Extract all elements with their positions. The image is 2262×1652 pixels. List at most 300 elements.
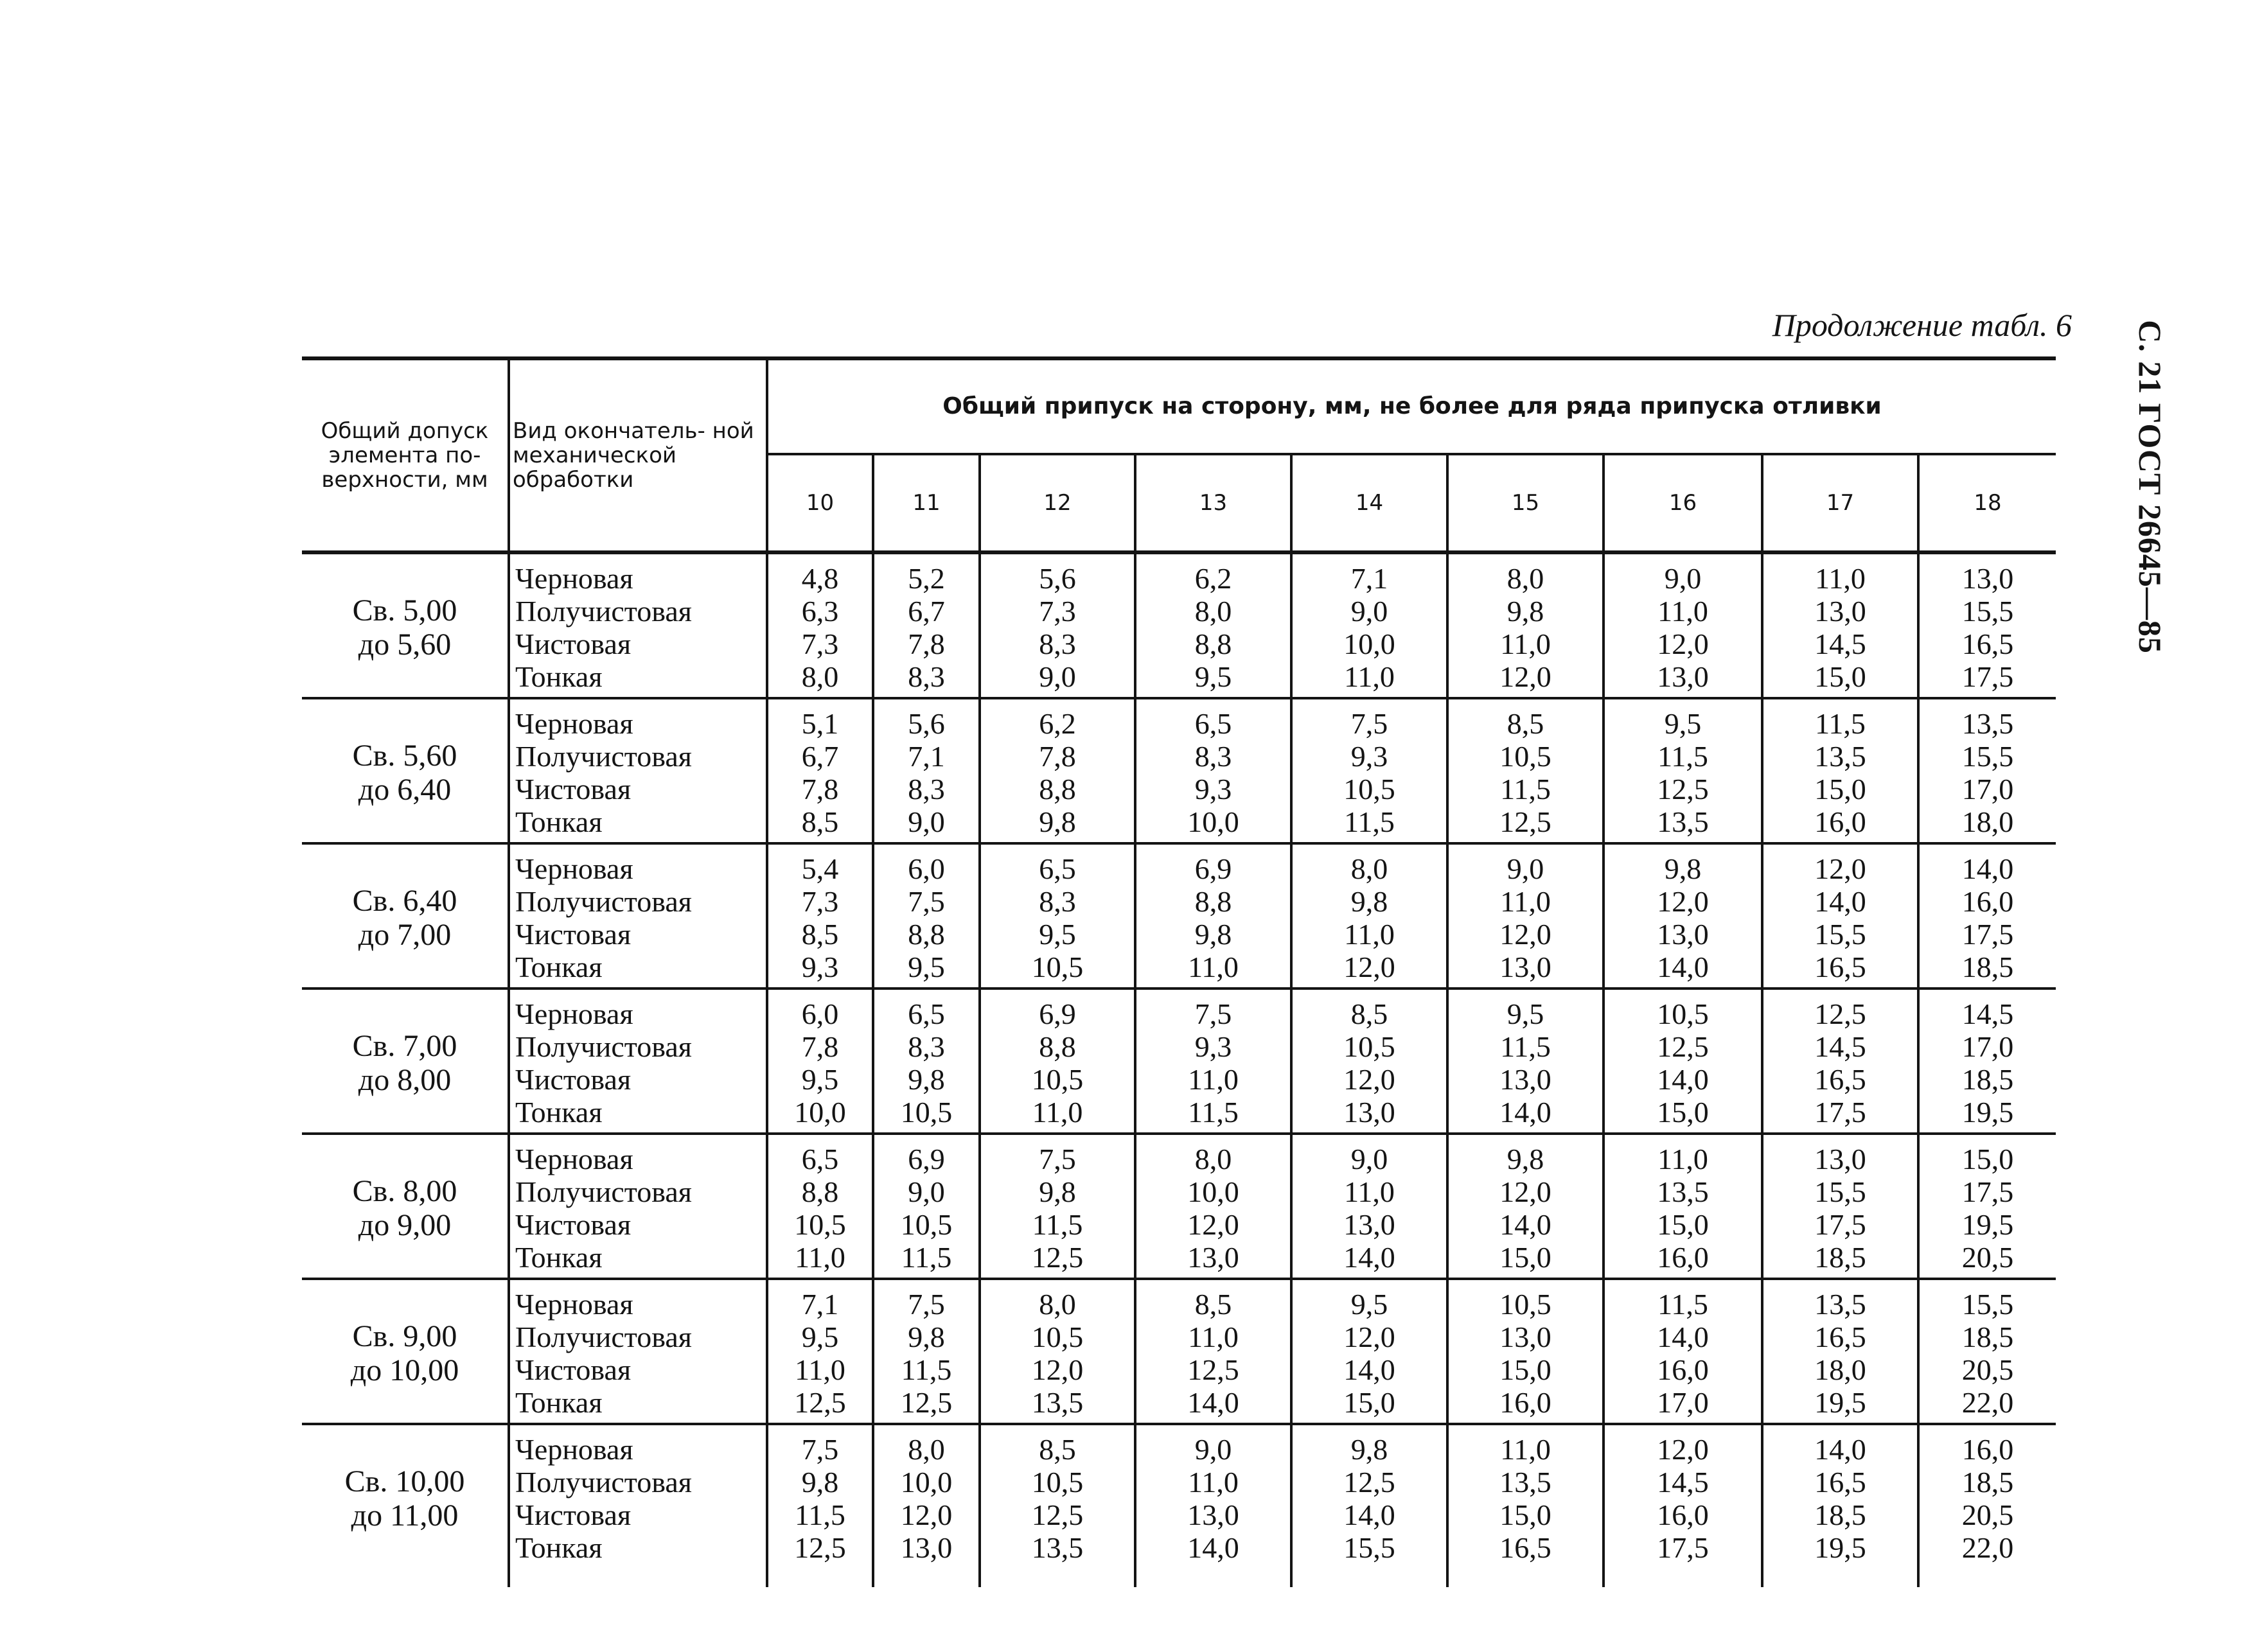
allowance-cell-series-15 <box>1447 1279 1604 1424</box>
header-allowance: Общий припуск на сторону, мм, не более для ряда припуска отливки <box>767 358 2056 454</box>
allowance-value: 12,0 <box>1499 1175 1551 1208</box>
allowance-value: 16,5 <box>1814 1466 1866 1498</box>
table-continuation-caption: Продолжение табл. 6 <box>1772 307 2072 343</box>
allowance-value: 9,3 <box>1194 1030 1232 1063</box>
allowance-value: 6,0 <box>801 997 839 1030</box>
allowance-cell-series-13 <box>1135 989 1291 1134</box>
allowance-cell-series-16 <box>1604 1424 1762 1587</box>
allowance-value: 4,8 <box>801 562 839 595</box>
allowance-value: 12,0 <box>1343 1321 1395 1353</box>
allowance-value: 12,5 <box>1187 1353 1239 1386</box>
allowance-value: 13,5 <box>1031 1531 1084 1564</box>
table-row <box>302 843 2056 989</box>
allowance-cell-series-17 <box>1762 843 1918 989</box>
allowance-value: 9,8 <box>908 1321 945 1353</box>
allowance-value: 14,0 <box>1343 1353 1395 1386</box>
allowance-value: 7,1 <box>1350 562 1388 595</box>
allowance-value: 8,5 <box>1194 1288 1232 1321</box>
machining-type-label: Тонкая <box>515 1531 603 1564</box>
allowance-value: 20,5 <box>1961 1353 2014 1386</box>
allowance-cell-series-16 <box>1604 552 1762 698</box>
allowance-value: 8,5 <box>1507 707 1544 740</box>
allowance-value: 14,0 <box>1343 1498 1395 1531</box>
allowance-value: 6,5 <box>1039 852 1076 885</box>
allowance-value: 11,5 <box>901 1241 952 1274</box>
machining-type-label: Чистовая <box>515 1353 632 1386</box>
allowance-value: 8,8 <box>801 1175 839 1208</box>
allowance-value: 12,5 <box>1814 997 1866 1030</box>
allowance-value: 12,0 <box>1657 1433 1709 1466</box>
allowance-value: 13,0 <box>1343 1096 1395 1129</box>
allowance-table <box>302 356 2056 1587</box>
allowance-cell-series-11 <box>873 843 980 989</box>
machining-type-cell <box>509 1424 767 1587</box>
allowance-value: 8,0 <box>1194 1143 1232 1175</box>
allowance-value: 17,5 <box>1961 1175 2014 1208</box>
machining-type-label: Получистовая <box>515 885 692 918</box>
allowance-value: 8,5 <box>801 918 839 951</box>
allowance-value: 9,0 <box>1507 852 1544 885</box>
allowance-cell-series-12 <box>980 1424 1135 1587</box>
tolerance-line: Св. 9,00 <box>352 1319 457 1353</box>
allowance-cell-series-16 <box>1604 1134 1762 1279</box>
allowance-value: 17,5 <box>1814 1208 1866 1241</box>
allowance-value: 16,0 <box>1499 1386 1551 1419</box>
allowance-value: 17,5 <box>1657 1531 1709 1564</box>
allowance-value: 10,0 <box>1187 1175 1239 1208</box>
allowance-value: 9,8 <box>1350 1433 1388 1466</box>
allowance-value: 6,2 <box>1039 707 1076 740</box>
allowance-value: 12,0 <box>1657 628 1709 660</box>
allowance-cell-series-10 <box>767 1424 873 1587</box>
allowance-value: 17,0 <box>1961 773 2014 805</box>
allowance-value: 7,5 <box>801 1433 839 1466</box>
allowance-cell-series-10 <box>767 989 873 1134</box>
machining-type-label: Черновая <box>515 1433 633 1466</box>
allowance-value: 14,0 <box>1657 951 1709 983</box>
allowance-value: 15,5 <box>1961 595 2014 628</box>
allowance-value: 9,8 <box>1039 805 1076 838</box>
allowance-value: 5,6 <box>1039 562 1076 595</box>
allowance-cell-series-18 <box>1918 552 2056 698</box>
allowance-value: 8,8 <box>1039 773 1076 805</box>
allowance-cell-series-18 <box>1918 1279 2056 1424</box>
allowance-value: 17,5 <box>1814 1096 1866 1129</box>
allowance-value: 16,0 <box>1657 1241 1709 1274</box>
allowance-cell-series-13 <box>1135 698 1291 843</box>
allowance-value: 9,3 <box>1350 740 1388 773</box>
allowance-cell-series-17 <box>1762 989 1918 1134</box>
allowance-value: 9,0 <box>1350 1143 1388 1175</box>
allowance-value: 7,1 <box>908 740 945 773</box>
allowance-value: 12,0 <box>1343 951 1395 983</box>
allowance-value: 12,0 <box>1657 885 1709 918</box>
allowance-value: 14,0 <box>1814 885 1866 918</box>
allowance-value: 7,8 <box>908 628 945 660</box>
allowance-value: 11,0 <box>1815 562 1866 595</box>
allowance-cell-series-11 <box>873 1134 980 1279</box>
allowance-value: 9,3 <box>1194 773 1232 805</box>
allowance-cell-series-15 <box>1447 843 1604 989</box>
allowance-value: 9,0 <box>1194 1433 1232 1466</box>
allowance-value: 10,0 <box>900 1466 953 1498</box>
allowance-value: 8,8 <box>1039 1030 1076 1063</box>
allowance-value: 5,1 <box>801 707 839 740</box>
machining-type-label: Получистовая <box>515 1321 692 1353</box>
allowance-value: 16,0 <box>1657 1353 1709 1386</box>
allowance-value: 16,5 <box>1814 1063 1866 1096</box>
allowance-value: 13,0 <box>1499 1321 1551 1353</box>
allowance-value: 12,5 <box>1657 773 1709 805</box>
allowance-value: 6,5 <box>801 1143 839 1175</box>
header-machining-type: Вид окончатель- ной механической обработки <box>509 358 767 552</box>
machining-type-label: Чистовая <box>515 1063 632 1096</box>
tolerance-line: Св. 6,40 <box>352 884 457 918</box>
allowance-value: 13,5 <box>1961 707 2014 740</box>
tolerance-line: до 7,00 <box>358 918 452 952</box>
allowance-value: 15,5 <box>1814 918 1866 951</box>
allowance-cell-series-18 <box>1918 843 2056 989</box>
allowance-value: 13,0 <box>1187 1498 1239 1531</box>
tolerance-cell <box>302 1134 509 1279</box>
header-series-16: 16 <box>1604 454 1762 552</box>
machining-type-label: Черновая <box>515 562 633 595</box>
allowance-value: 8,3 <box>1039 628 1076 660</box>
machining-type-label: Чистовая <box>515 628 632 660</box>
allowance-value: 7,1 <box>801 1288 839 1321</box>
allowance-value: 8,3 <box>908 660 945 693</box>
allowance-value: 9,0 <box>908 1175 945 1208</box>
allowance-value: 7,5 <box>1194 997 1232 1030</box>
allowance-cell-series-17 <box>1762 552 1918 698</box>
allowance-cell-series-12 <box>980 1279 1135 1424</box>
allowance-value: 18,5 <box>1961 1321 2014 1353</box>
allowance-value: 14,0 <box>1343 1241 1395 1274</box>
tolerance-line: до 9,00 <box>358 1208 452 1242</box>
allowance-value: 9,0 <box>1350 595 1388 628</box>
allowance-value: 15,5 <box>1961 1288 2014 1321</box>
allowance-value: 17,5 <box>1961 660 2014 693</box>
allowance-value: 13,0 <box>1814 1143 1866 1175</box>
allowance-cell-series-11 <box>873 1424 980 1587</box>
machining-type-label: Черновая <box>515 707 633 740</box>
allowance-cell-series-12 <box>980 989 1135 1134</box>
allowance-cell-series-12 <box>980 1134 1135 1279</box>
allowance-value: 18,0 <box>1814 1353 1866 1386</box>
allowance-value: 16,5 <box>1814 1321 1866 1353</box>
allowance-value: 11,0 <box>1344 660 1395 693</box>
allowance-value: 15,5 <box>1961 740 2014 773</box>
allowance-value: 11,5 <box>1188 1096 1239 1129</box>
header-series-17: 17 <box>1762 454 1918 552</box>
allowance-value: 9,5 <box>1664 707 1702 740</box>
allowance-value: 8,0 <box>1507 562 1544 595</box>
allowance-value: 8,5 <box>1039 1433 1076 1466</box>
allowance-value: 6,0 <box>908 852 945 885</box>
allowance-value: 10,5 <box>1031 1063 1084 1096</box>
allowance-value: 14,0 <box>1657 1321 1709 1353</box>
allowance-value: 7,5 <box>1039 1143 1076 1175</box>
table-row <box>302 989 2056 1134</box>
machining-type-label: Чистовая <box>515 1498 632 1531</box>
allowance-value: 19,5 <box>1961 1096 2014 1129</box>
allowance-value: 11,0 <box>1657 1143 1708 1175</box>
allowance-value: 12,0 <box>1343 1063 1395 1096</box>
header-series-14: 14 <box>1291 454 1447 552</box>
allowance-value: 11,0 <box>1032 1096 1083 1129</box>
allowance-value: 13,5 <box>1657 805 1709 838</box>
allowance-value: 16,0 <box>1657 1498 1709 1531</box>
allowance-value: 11,0 <box>1500 1433 1551 1466</box>
allowance-value: 20,5 <box>1961 1498 2014 1531</box>
allowance-value: 8,3 <box>908 1030 945 1063</box>
allowance-value: 7,3 <box>801 628 839 660</box>
allowance-cell-series-18 <box>1918 1134 2056 1279</box>
allowance-value: 7,5 <box>908 1288 945 1321</box>
allowance-value: 14,0 <box>1187 1531 1239 1564</box>
allowance-value: 10,5 <box>1499 1288 1551 1321</box>
allowance-value: 9,8 <box>1507 1143 1544 1175</box>
allowance-value: 7,3 <box>1039 595 1076 628</box>
header-series-12: 12 <box>980 454 1135 552</box>
allowance-value: 11,0 <box>1188 1063 1239 1096</box>
allowance-value: 6,5 <box>1194 707 1232 740</box>
allowance-value: 8,5 <box>1350 997 1388 1030</box>
machining-type-label: Тонкая <box>515 660 603 693</box>
allowance-value: 12,5 <box>794 1386 846 1419</box>
allowance-value: 19,5 <box>1814 1386 1866 1419</box>
allowance-value: 12,5 <box>1031 1241 1084 1274</box>
allowance-value: 9,8 <box>801 1466 839 1498</box>
allowance-value: 18,5 <box>1961 1466 2014 1498</box>
allowance-value: 17,5 <box>1961 918 2014 951</box>
allowance-value: 11,0 <box>1188 951 1239 983</box>
allowance-value: 20,5 <box>1961 1241 2014 1274</box>
allowance-value: 9,8 <box>1350 885 1388 918</box>
allowance-value: 11,5 <box>1815 707 1866 740</box>
allowance-value: 15,0 <box>1499 1498 1551 1531</box>
machining-type-label: Черновая <box>515 997 633 1030</box>
allowance-cell-series-13 <box>1135 843 1291 989</box>
tolerance-line: до 6,40 <box>358 773 452 807</box>
allowance-value: 17,0 <box>1961 1030 2014 1063</box>
allowance-value: 9,8 <box>1664 852 1702 885</box>
allowance-value: 14,5 <box>1814 1030 1866 1063</box>
allowance-value: 12,5 <box>1499 805 1551 838</box>
allowance-value: 6,9 <box>908 1143 945 1175</box>
tolerance-cell <box>302 843 509 989</box>
allowance-value: 8,0 <box>801 660 839 693</box>
allowance-value: 8,3 <box>1039 885 1076 918</box>
tolerance-cell <box>302 989 509 1134</box>
allowance-value: 13,5 <box>1031 1386 1084 1419</box>
allowance-cell-series-18 <box>1918 1424 2056 1587</box>
allowance-cell-series-12 <box>980 698 1135 843</box>
allowance-value: 18,5 <box>1814 1498 1866 1531</box>
allowance-value: 13,0 <box>1343 1208 1395 1241</box>
allowance-value: 11,0 <box>795 1353 845 1386</box>
allowance-value: 14,0 <box>1657 1063 1709 1096</box>
header-series-15: 15 <box>1447 454 1604 552</box>
allowance-value: 13,0 <box>1499 1063 1551 1096</box>
allowance-value: 10,5 <box>1031 1321 1084 1353</box>
allowance-value: 7,8 <box>801 773 839 805</box>
allowance-value: 8,5 <box>801 805 839 838</box>
allowance-cell-series-11 <box>873 1279 980 1424</box>
tolerance-cell <box>302 1424 509 1587</box>
machining-type-label: Тонкая <box>515 1241 603 1274</box>
machining-type-label: Получистовая <box>515 595 692 628</box>
allowance-value: 6,5 <box>908 997 945 1030</box>
allowance-value: 9,5 <box>801 1321 839 1353</box>
allowance-value: 16,0 <box>1961 885 2014 918</box>
allowance-cell-series-11 <box>873 552 980 698</box>
table-row <box>302 1279 2056 1424</box>
allowance-value: 14,5 <box>1814 628 1866 660</box>
allowance-value: 9,5 <box>801 1063 839 1096</box>
tolerance-line: до 10,00 <box>350 1353 459 1387</box>
allowance-value: 7,5 <box>1350 707 1388 740</box>
allowance-value: 13,0 <box>1657 918 1709 951</box>
machining-type-cell <box>509 698 767 843</box>
allowance-cell-series-14 <box>1291 989 1447 1134</box>
allowance-value: 9,5 <box>908 951 945 983</box>
machining-type-label: Тонкая <box>515 805 603 838</box>
allowance-cell-series-15 <box>1447 698 1604 843</box>
allowance-value: 8,8 <box>1194 628 1232 660</box>
allowance-value: 10,5 <box>1343 1030 1395 1063</box>
allowance-value: 5,2 <box>908 562 945 595</box>
table-row <box>302 1424 2056 1587</box>
allowance-value: 13,5 <box>1814 1288 1866 1321</box>
allowance-value: 11,0 <box>1500 628 1551 660</box>
allowance-cell-series-13 <box>1135 1134 1291 1279</box>
tolerance-cell <box>302 1279 509 1424</box>
allowance-value: 8,0 <box>1039 1288 1076 1321</box>
allowance-value: 8,3 <box>908 773 945 805</box>
allowance-value: 11,0 <box>1344 1175 1395 1208</box>
allowance-cell-series-14 <box>1291 843 1447 989</box>
machining-type-cell <box>509 989 767 1134</box>
allowance-cell-series-15 <box>1447 989 1604 1134</box>
allowance-value: 8,8 <box>908 918 945 951</box>
tolerance-cell <box>302 552 509 698</box>
table-row <box>302 698 2056 843</box>
allowance-value: 15,0 <box>1343 1386 1395 1419</box>
allowance-value: 7,5 <box>908 885 945 918</box>
allowance-cell-series-13 <box>1135 1424 1291 1587</box>
allowance-value: 7,8 <box>1039 740 1076 773</box>
tolerance-line: до 11,00 <box>351 1498 459 1533</box>
allowance-cell-series-18 <box>1918 989 2056 1134</box>
allowance-cell-series-17 <box>1762 698 1918 843</box>
machining-type-label: Чистовая <box>515 1208 632 1241</box>
allowance-cell-series-14 <box>1291 1424 1447 1587</box>
allowance-value: 11,0 <box>1500 885 1551 918</box>
allowance-cell-series-16 <box>1604 843 1762 989</box>
allowance-value: 12,0 <box>1814 852 1866 885</box>
allowance-value: 9,0 <box>908 805 945 838</box>
machining-type-label: Чистовая <box>515 773 632 805</box>
allowance-value: 15,0 <box>1961 1143 2014 1175</box>
allowance-value: 10,5 <box>900 1208 953 1241</box>
allowance-value: 13,5 <box>1657 1175 1709 1208</box>
allowance-cell-series-10 <box>767 1134 873 1279</box>
allowance-cell-series-18 <box>1918 698 2056 843</box>
allowance-value: 9,8 <box>1507 595 1544 628</box>
tolerance-line: Св. 10,00 <box>344 1464 465 1498</box>
table-header <box>302 358 2056 552</box>
allowance-value: 16,5 <box>1499 1531 1551 1564</box>
machining-type-label: Черновая <box>515 852 633 885</box>
allowance-value: 9,0 <box>1039 660 1076 693</box>
allowance-value: 13,0 <box>1187 1241 1239 1274</box>
allowance-value: 12,5 <box>1031 1498 1084 1531</box>
allowance-value: 12,0 <box>1499 660 1551 693</box>
machining-type-label: Получистовая <box>515 1175 692 1208</box>
allowance-cell-series-16 <box>1604 1279 1762 1424</box>
machining-type-label: Черновая <box>515 1288 633 1321</box>
allowance-value: 11,0 <box>1188 1321 1239 1353</box>
machining-type-label: Получистовая <box>515 740 692 773</box>
tolerance-line: Св. 7,00 <box>352 1029 457 1063</box>
allowance-value: 11,5 <box>1032 1208 1083 1241</box>
allowance-value: 11,5 <box>1657 1288 1708 1321</box>
allowance-value: 11,5 <box>1344 805 1395 838</box>
allowance-value: 9,8 <box>1194 918 1232 951</box>
allowance-value: 12,0 <box>1031 1353 1084 1386</box>
allowance-value: 12,5 <box>1657 1030 1709 1063</box>
allowance-cell-series-13 <box>1135 552 1291 698</box>
allowance-value: 11,0 <box>1344 918 1395 951</box>
allowance-value: 7,3 <box>801 885 839 918</box>
allowance-cell-series-13 <box>1135 1279 1291 1424</box>
allowance-cell-series-11 <box>873 698 980 843</box>
allowance-cell-series-17 <box>1762 1134 1918 1279</box>
allowance-value: 6,9 <box>1039 997 1076 1030</box>
machining-type-label: Тонкая <box>515 951 603 983</box>
machining-type-cell <box>509 552 767 698</box>
allowance-value: 11,5 <box>1500 773 1551 805</box>
allowance-value: 11,5 <box>795 1498 845 1531</box>
machining-type-label: Тонкая <box>515 1386 603 1419</box>
allowance-value: 8,0 <box>1350 852 1388 885</box>
allowance-value: 15,0 <box>1499 1353 1551 1386</box>
allowance-cell-series-10 <box>767 843 873 989</box>
allowance-value: 14,5 <box>1657 1466 1709 1498</box>
allowance-value: 19,5 <box>1814 1531 1866 1564</box>
allowance-value: 11,0 <box>795 1241 845 1274</box>
allowance-value: 10,5 <box>1657 997 1709 1030</box>
machining-type-cell <box>509 843 767 989</box>
allowance-cell-series-15 <box>1447 1134 1604 1279</box>
allowance-value: 12,0 <box>900 1498 953 1531</box>
tolerance-line: Св. 8,00 <box>352 1174 457 1208</box>
allowance-value: 12,5 <box>900 1386 953 1419</box>
allowance-value: 13,0 <box>900 1531 953 1564</box>
machining-type-label: Чистовая <box>515 918 632 951</box>
tolerance-line: до 5,60 <box>358 628 452 662</box>
allowance-cell-series-15 <box>1447 552 1604 698</box>
allowance-value: 16,5 <box>1961 628 2014 660</box>
allowance-value: 9,5 <box>1350 1288 1388 1321</box>
allowance-value: 10,5 <box>1031 1466 1084 1498</box>
allowance-value: 11,0 <box>1188 1466 1239 1498</box>
allowance-value: 6,2 <box>1194 562 1232 595</box>
machining-type-label: Тонкая <box>515 1096 603 1129</box>
allowance-cell-series-14 <box>1291 1279 1447 1424</box>
allowance-value: 9,3 <box>801 951 839 983</box>
